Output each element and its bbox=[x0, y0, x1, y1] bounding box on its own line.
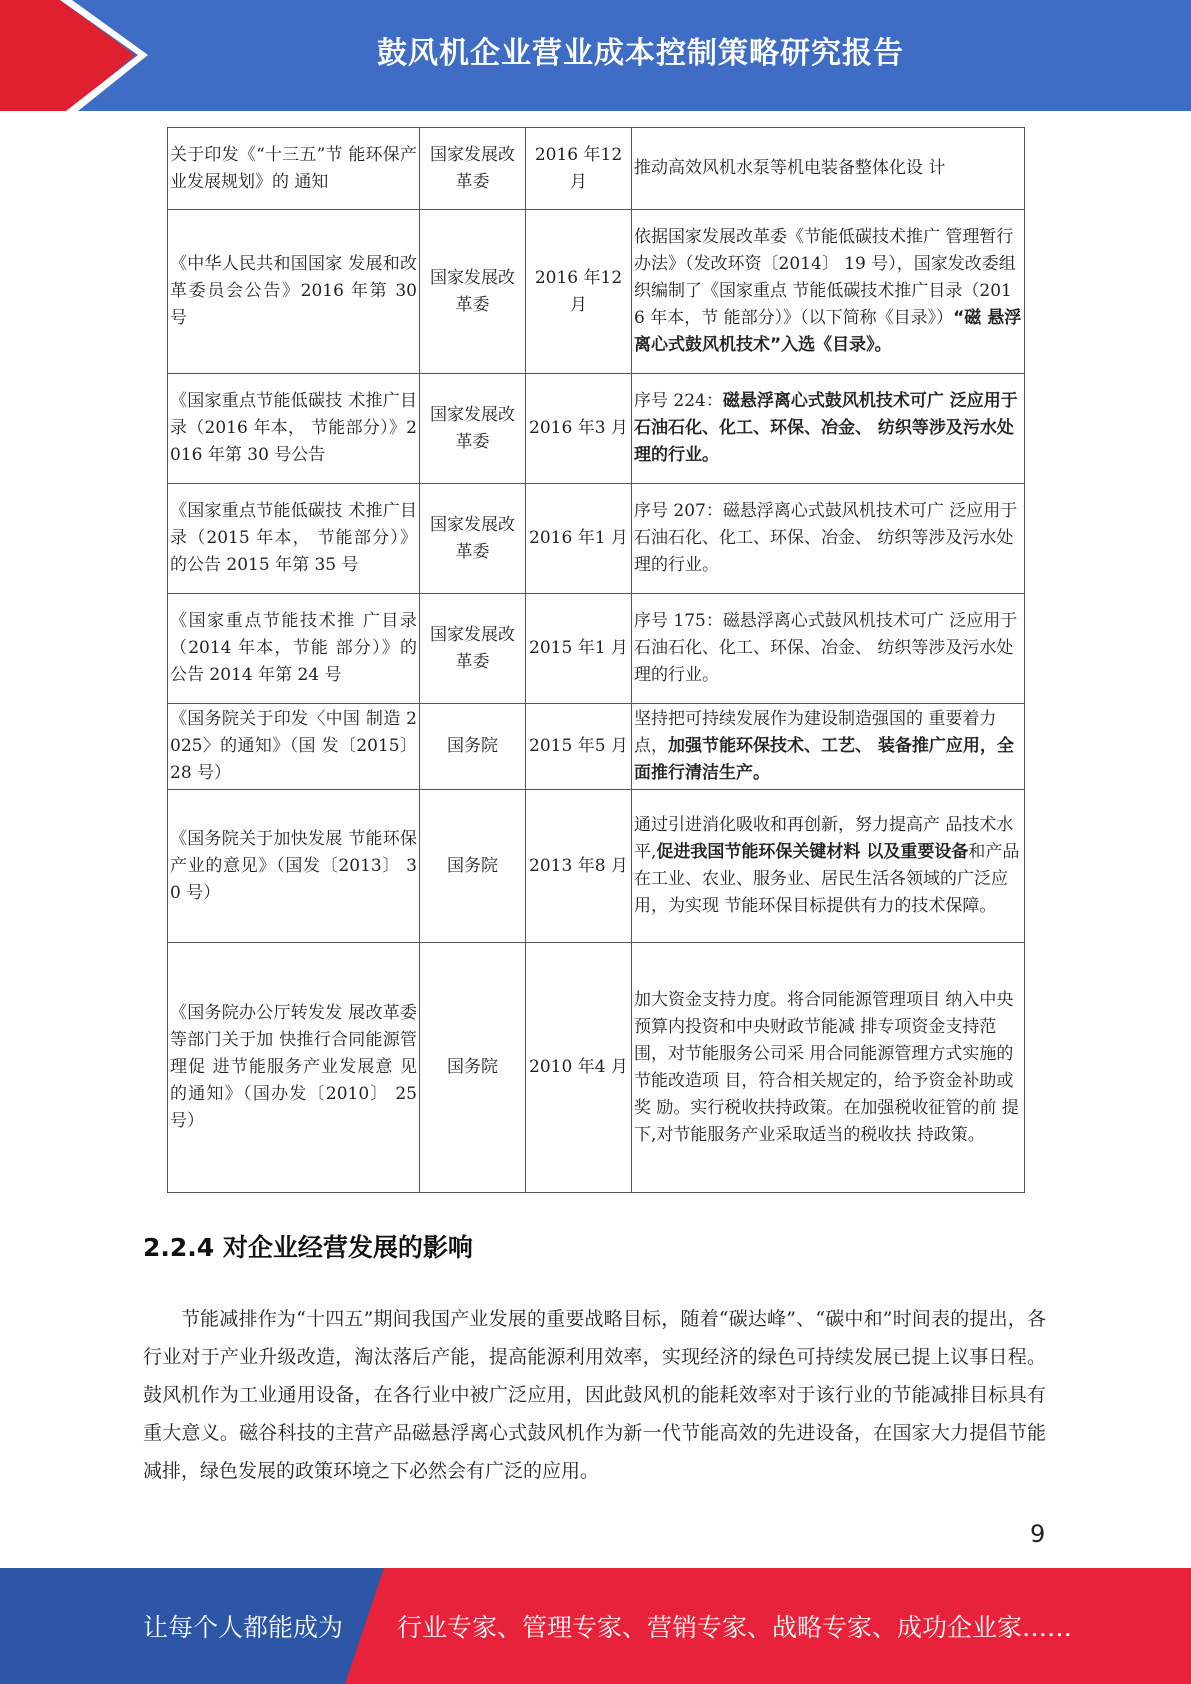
policy-document-cell: 《国家重点节能低碳技 术推广目录（2015 年本， 节能部分）》的公告 2015 年第 35 号 bbox=[168, 484, 420, 594]
policy-content-cell bbox=[632, 790, 1025, 943]
policy-table bbox=[167, 127, 1025, 1193]
note-text: 依据国家发展改革委《节能低碳技术推广 管理暂行办法》（发改环资〔2014〕 19 号），国家发改委组织编制了《国家重点 节能低碳技术推广目录（2016 年本，节 能部分）》（以下简称《目录》） bbox=[634, 227, 1016, 328]
issue-date-cell: 2015 年5 月 bbox=[526, 704, 632, 790]
policy-document-cell: 《中华人民共和国国家 发展和改革委员会公告》2016 年第 30 号 bbox=[168, 210, 420, 374]
policy-document-cell: 《国务院办公厅转发发 展改革委等部门关于加 快推行合同能源管理促 进节能服务产业发展意 见的通知》（国办发〔2010〕 25 号） bbox=[168, 943, 420, 1193]
emphasized-text: 磁悬浮离心式鼓风机技术可广 泛应用于石油石化、化工、环保、冶金、 纺织等涉及污水处理的行业。 bbox=[634, 391, 1018, 465]
policy-document-cell: 《国家重点节能低碳技 术推广目录（2016 年本， 节能部分）》2016 年第 30 号公告 bbox=[168, 374, 420, 484]
issue-date-cell: 2010 年4 月 bbox=[526, 943, 632, 1193]
page-header bbox=[0, 0, 1191, 111]
issuing-authority-cell: 国家发展改革委 bbox=[420, 484, 526, 594]
policy-content-cell bbox=[632, 594, 1025, 704]
policy-document-cell: 《国务院关于印发〈中国 制造 2025〉的通知》（国 发〔2015〕 28 号） bbox=[168, 704, 420, 790]
page-number: 9 bbox=[1030, 1520, 1046, 1548]
note-text: 序号 207：磁悬浮离心式鼓风机技术可广 泛应用于石油石化、化工、环保、冶金、 纺织等涉及污水处理的行业。 bbox=[634, 501, 1018, 575]
policy-content-cell bbox=[632, 374, 1025, 484]
policy-content-cell bbox=[632, 943, 1025, 1193]
issuing-authority-cell: 国务院 bbox=[420, 790, 526, 943]
policy-document-cell: 《国家重点节能技术推 广目录（2014 年本，节能 部分）》的公告 2014 年第 24 号 bbox=[168, 594, 420, 704]
issue-date-cell: 2016 年12 月 bbox=[526, 128, 632, 210]
table-row bbox=[168, 594, 1025, 704]
note-text: 序号 224： bbox=[634, 391, 723, 411]
emphasized-text: 促进我国节能环保关键材料 以及重要设备 bbox=[656, 842, 969, 862]
policy-content-cell bbox=[632, 210, 1025, 374]
policy-content-cell bbox=[632, 484, 1025, 594]
policy-document-cell: 《国务院关于加快发展 节能环保产业的意见》（国发〔2013〕 30 号） bbox=[168, 790, 420, 943]
table-row bbox=[168, 374, 1025, 484]
table-row bbox=[168, 790, 1025, 943]
policy-document-cell: 关于印发《“十三五”节 能环保产业发展规划》的 通知 bbox=[168, 128, 420, 210]
table-row bbox=[168, 943, 1025, 1193]
issuing-authority-cell: 国务院 bbox=[420, 943, 526, 1193]
page-footer bbox=[0, 1568, 1191, 1684]
note-text: 序号 175：磁悬浮离心式鼓风机技术可广 泛应用于石油石化、化工、环保、冶金、 纺织等涉及污水处理的行业。 bbox=[634, 611, 1018, 685]
emphasized-text: 加强节能环保技术、工艺、 装备推广应用，全面推行清洁生产。 bbox=[634, 736, 1014, 783]
footer-slogan-right: 行业专家、管理专家、营销专家、战略专家、成功企业家…… bbox=[397, 1613, 1073, 1642]
note-text: 和产品在工业、农业、服务业、居民生活各领域的广泛应用，为实现 节能环保目标提供有力的技术保障。 bbox=[634, 842, 1020, 916]
issue-date-cell: 2016 年12 月 bbox=[526, 210, 632, 374]
issuing-authority-cell: 国务院 bbox=[420, 704, 526, 790]
policy-content-cell bbox=[632, 128, 1025, 210]
note-text: 坚持把可持续发展作为建设制造强国的 重要着力点， bbox=[634, 709, 997, 756]
policy-content-cell bbox=[632, 704, 1025, 790]
table-row bbox=[168, 704, 1025, 790]
table-row bbox=[168, 210, 1025, 374]
section-heading: 2.2.4 对企业经营发展的影响 bbox=[143, 1233, 473, 1262]
issue-date-cell: 2016 年3 月 bbox=[526, 374, 632, 484]
issue-date-cell: 2015 年1 月 bbox=[526, 594, 632, 704]
issuing-authority-cell: 国家发展改革委 bbox=[420, 374, 526, 484]
body-paragraph: 节能减排作为“十四五”期间我国产业发展的重要战略目标，随着“碳达峰”、“碳中和”时间表的提出，各行业对于产业升级改造，淘汰落后产能，提高能源利用效率，实现经济的绿色可持续发展已提上议事日程。鼓风机作为工业通用设备，在各行业中被广泛应用，因此鼓风机的能耗效率对于该行业的节能减排目标具有重大意义。磁谷科技的主营产品磁悬浮离心式鼓风机作为新一代节能高效的先进设备，在国家大力提倡节能减排，绿色发展的政策环境之下必然会有广泛的应用。 bbox=[143, 1308, 1046, 1482]
emphasized-text: “磁 悬浮离心式鼓风机技术”入选《目录》。 bbox=[634, 308, 1022, 355]
issuing-authority-cell: 国家发展改革委 bbox=[420, 128, 526, 210]
table-row bbox=[168, 484, 1025, 594]
footer-slogan-left: 让每个人都能成为 bbox=[143, 1613, 344, 1642]
note-text: 通过引进消化吸收和再创新，努力提高产 品技术水平, bbox=[634, 815, 1014, 862]
note-text: 推动高效风机水泵等机电装备整体化设 计 bbox=[634, 158, 946, 178]
table-row bbox=[168, 128, 1025, 210]
header-arrow-decoration bbox=[0, 0, 150, 111]
issuing-authority-cell: 国家发展改革委 bbox=[420, 210, 526, 374]
issue-date-cell: 2013 年8 月 bbox=[526, 790, 632, 943]
note-text: 加大资金支持力度。将合同能源管理项目 纳入中央预算内投资和中央财政节能减 排专项资金支持范围，对节能服务公司采 用合同能源管理方式实施的节能改造项 目，符合相关规定的，给予资金补助或奖 励。实行税收扶持政策。在加强税收征管的前 提下,对节能服务产业采取适当的税收扶 持政策。 bbox=[634, 989, 1019, 1145]
issue-date-cell: 2016 年1 月 bbox=[526, 484, 632, 594]
issuing-authority-cell: 国家发展改革委 bbox=[420, 594, 526, 704]
report-title: 鼓风机企业营业成本控制策略研究报告 bbox=[377, 36, 904, 71]
